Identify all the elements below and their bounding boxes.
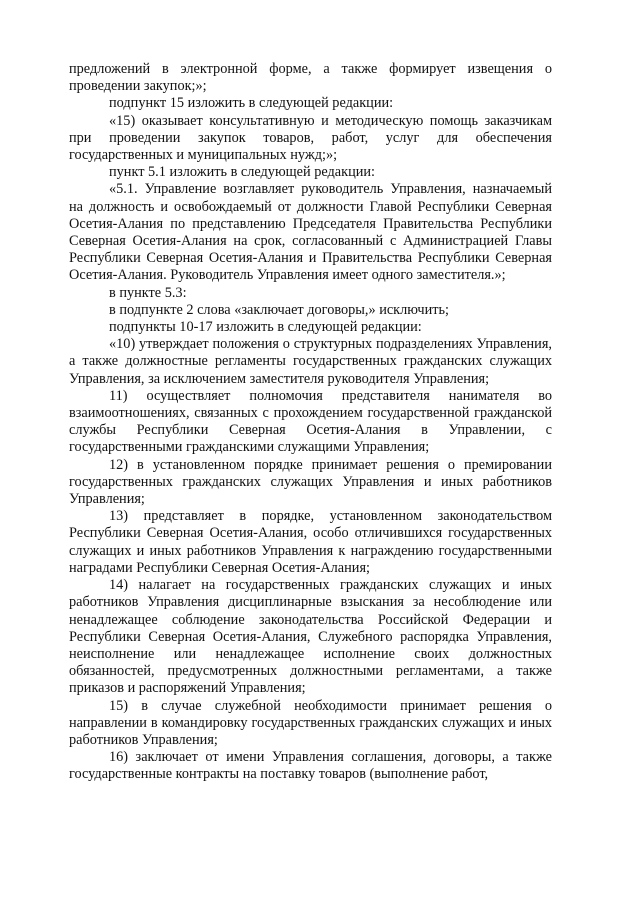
- paragraph-7: в подпункте 2 слова «заключает договоры,» исключить;: [109, 301, 449, 318]
- paragraph-9: «10) утверждает положения о структурных подразделениях Управления, а также должностные регламенты государственных гражданских служащих Управления, за исключением заместителя руководителя Управления;: [69, 336, 552, 387]
- paragraph-10: 11) осуществляет полномочия представителя нанимателя во взаимоотношениях, связанных с прохождением государственной гражданской службы Республики Северная Осетия-Алания в Управлении, с государственными гражданскими служащими Управления;: [69, 387, 552, 456]
- document-page: [69, 61, 552, 784]
- paragraph-15: 16) заключает от имени Управления соглашения, договоры, а также государственные контракты на поставку товаров (выполнение работ,: [69, 749, 552, 783]
- paragraph-11: 12) в установленном порядке принимает решения о премировании государственных гражданских служащих Управления и иных работников Управления;: [69, 456, 552, 508]
- paragraph-13: 14) налагает на государственных гражданских служащих и иных работников Управления дисциплинарные взыскания за несоблюдение или ненадлежащее соблюдение законодательства Российской Федерации и Республики Северная Осетия-Алания, Служебного распорядка Управления, неисполнение или ненадлежащее исполнение своих должностных обязанностей, предусмотренных должностными регламентами, а также приказов и распоряжений Управления;: [69, 577, 552, 697]
- paragraph-8: подпункты 10-17 изложить в следующей редакции:: [109, 319, 422, 336]
- paragraph-4: пункт 5.1 изложить в следующей редакции:: [109, 164, 376, 181]
- paragraph-12: 13) представляет в порядке, установленном законодательством Республики Северная Осетия-Алания, особо отличившихся государственных служащих и иных работников Управления к награждению государственными наградами Республики Северная Осетия-Алания;: [69, 508, 552, 576]
- paragraph-5: «5.1. Управление возглавляет руководитель Управления, назначаемый на должность и освобождаемый от должности Главой Республики Северная Осетия-Алания по представлению Председателя Правительства Республики Северная Осетия-Алания на срок, согласованный с Администрацией Главы Республики Северная Осетия-Алания и Правительства Республики Северная Осетия-Алания. Руководитель Управления имеет одного заместителя.»;: [69, 181, 552, 284]
- paragraph-14: 15) в случае служебной необходимости принимает решения о направлении в командировку государственных гражданских служащих и иных работников Управления;: [69, 697, 552, 748]
- paragraph-2: подпункт 15 изложить в следующей редакции:: [109, 95, 394, 112]
- paragraph-3: «15) оказывает консультативную и методическую помощь заказчикам при проведении закупок товаров, работ, услуг для обеспечения государственных и муниципальных нужд;»;: [69, 112, 552, 164]
- paragraph-1: предложений в электронной форме, а также формирует извещения о проведении закупок;»;: [69, 61, 552, 95]
- paragraph-6: в пункте 5.3:: [109, 284, 187, 301]
